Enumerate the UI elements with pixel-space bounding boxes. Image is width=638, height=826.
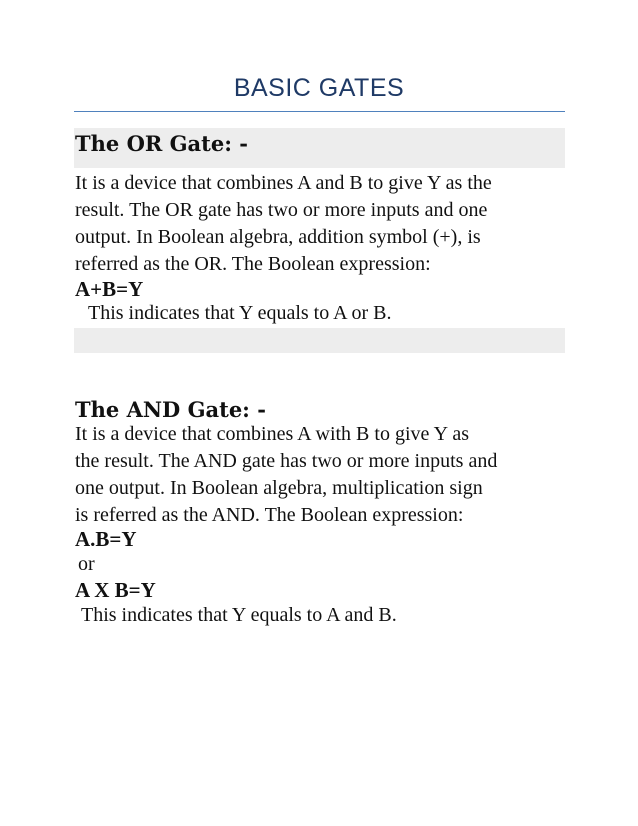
or-conclusion: This indicates that Y equals to A or B. bbox=[88, 302, 392, 324]
and-gate-description bbox=[75, 421, 567, 529]
or-gate-description bbox=[75, 170, 567, 278]
or-word: or bbox=[78, 553, 95, 575]
or-section-shading-bottom bbox=[74, 328, 565, 353]
page-title: BASIC GATES bbox=[233, 74, 405, 102]
and-conclusion: This indicates that Y equals to A and B. bbox=[81, 604, 397, 626]
or-description-line: result. The OR gate has two or more inputs and one bbox=[75, 199, 488, 221]
and-gate-heading: The AND Gate: - bbox=[75, 397, 266, 422]
title-divider bbox=[74, 111, 565, 112]
and-description-line: It is a device that combines A with B to give Y as bbox=[75, 423, 470, 445]
and-expression-x: A X B=Y bbox=[75, 578, 156, 602]
and-description-line: the result. The AND gate has two or more inputs and bbox=[75, 450, 498, 472]
or-description-line: It is a device that combines A and B to give Y as the bbox=[75, 172, 492, 194]
and-expression-dot: A.B=Y bbox=[75, 527, 137, 551]
and-description-line: one output. In Boolean algebra, multiplication sign bbox=[75, 477, 483, 499]
or-expression: A+B=Y bbox=[75, 277, 144, 301]
or-description-line: output. In Boolean algebra, addition symbol (+), is bbox=[75, 226, 481, 248]
or-gate-heading: The OR Gate: - bbox=[75, 131, 249, 156]
or-description-line: referred as the OR. The Boolean expression: bbox=[75, 253, 431, 275]
and-description-line: is referred as the AND. The Boolean expression: bbox=[75, 504, 464, 526]
